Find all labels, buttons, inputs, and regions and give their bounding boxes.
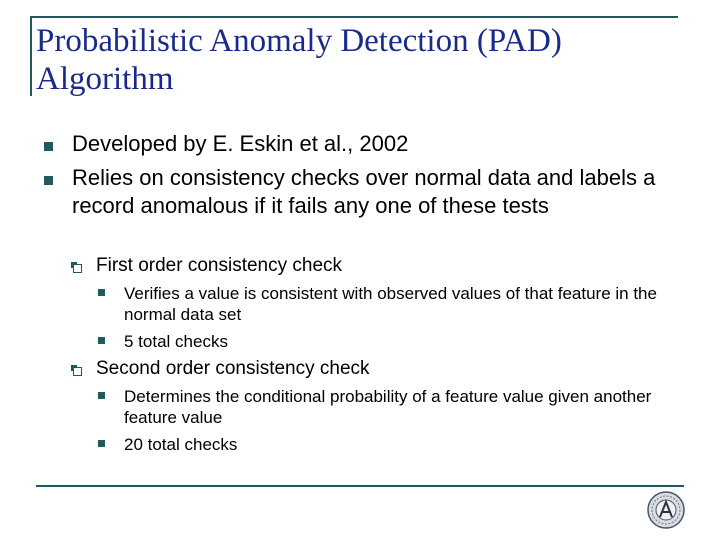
hollow-square-bullet-icon <box>71 365 83 377</box>
footer-rule <box>36 485 684 487</box>
bullet-relies-on: Relies on consistency checks over normal data and labels a record anomalous if it fails any one of these tests <box>72 165 656 218</box>
slide-title <box>36 22 676 98</box>
first-order-item-total: 5 total checks <box>124 332 228 351</box>
square-bullet-icon <box>42 172 56 186</box>
bullet-developed-by: Developed by E. Eskin et al., 2002 <box>72 131 409 156</box>
slide-title-line-1: Probabilistic Anomaly Detection (PAD) <box>36 23 562 59</box>
second-order-item-determines: Determines the conditional probability of a feature value given another feature value <box>124 387 652 427</box>
subsection-first-order-heading: First order consistency check <box>96 255 343 276</box>
small-square-bullet-icon <box>98 289 108 299</box>
university-seal-icon <box>646 490 686 530</box>
second-order-item-total: 20 total checks <box>124 435 238 454</box>
subsection-second-order-heading: Second order consistency check <box>96 358 370 379</box>
title-frame-left-rule <box>30 16 32 96</box>
slide-title-line-2: Algorithm <box>36 61 174 97</box>
square-bullet-icon <box>42 138 56 152</box>
hollow-square-bullet-icon <box>71 262 83 274</box>
small-square-bullet-icon <box>98 337 108 347</box>
small-square-bullet-icon <box>98 392 108 402</box>
first-order-item-verifies: Verifies a value is consistent with observed values of that feature in the normal data set <box>124 284 657 324</box>
title-frame-top-rule <box>30 16 678 18</box>
small-square-bullet-icon <box>98 440 108 450</box>
